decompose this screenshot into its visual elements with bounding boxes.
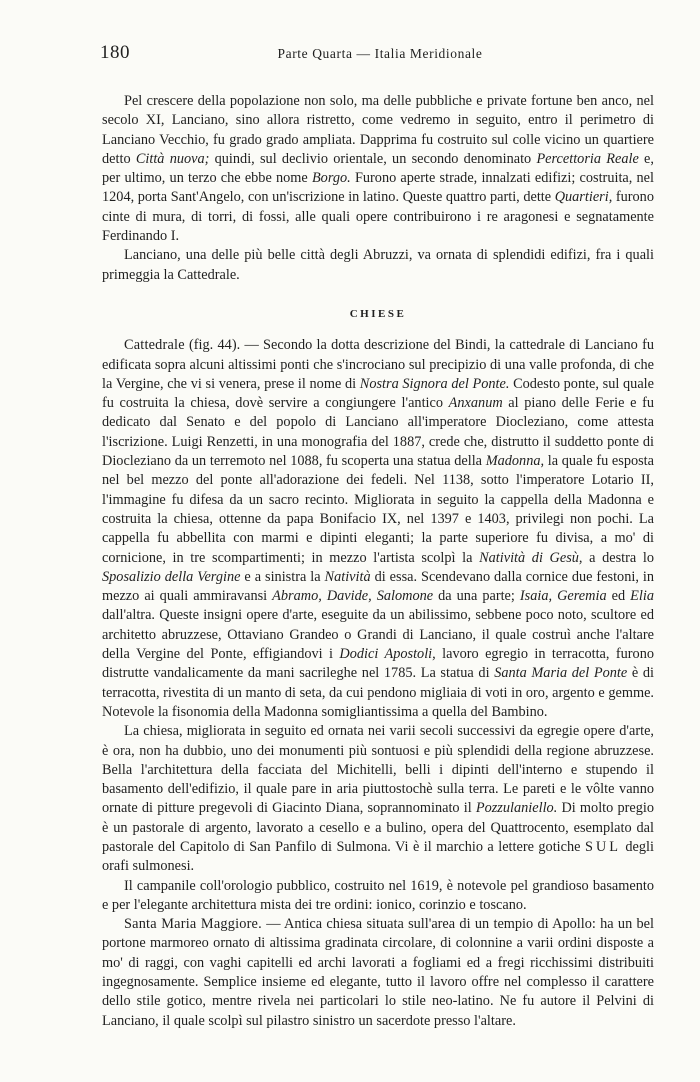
body-text [102, 92, 654, 1031]
running-head: Parte Quarta — Italia Meridionale [277, 46, 483, 61]
intro-paragraph-1: Pel crescere della popolazione non solo, ma delle pubbliche e private fortune ben anco, nel secolo XI, Lanciano, sino allora ristretto, come vedremo in seguito, entro il perimetro di Lanciano Vecchio, fu grado grado ampliata. Dapprima fu costruito sul colle vicino un quartiere detto Città nuova; quindi, sul declivio orientale, un secondo denominato Percettoria Reale e, per ultimo, un terzo che ebbe nome Borgo. Furono aperte strade, innalzati edifizi; costruita, nel 1204, porta Sant'Angelo, con un'iscrizione in latino. Queste quattro parti, dette Quartieri, furono cinte di mura, di torri, di fossi, alle quali opere contribuirono i re aragonesi e segnatamente Ferdinando I. [102, 93, 654, 245]
cattedrale-paragraph-3: Il campanile coll'orologio pubblico, costruito nel 1619, è notevole pel grandioso basamento e per l'elegante architettura mista dei tre ordini: ionico, corinzio e toscano. [102, 877, 654, 913]
entry-title-cattedrale: Cattedrale [124, 337, 185, 354]
italic-term: Percettoria Reale [536, 150, 639, 167]
italic-term: Città nuova; [135, 150, 210, 167]
intro-paragraph-2: Lanciano, una delle più belle città degli Abruzzi, va ornata di splendidi edifizi, fra i quali primeggia la Cattedrale. [102, 247, 654, 283]
entry-title-santa-maria: Santa Maria Maggiore. [124, 916, 262, 933]
italic-term: Quartieri, [554, 189, 613, 206]
section-title-chiese: CHIESE [349, 307, 407, 320]
page-header [100, 42, 660, 64]
cattedrale-paragraph-2: La chiesa, migliorata in seguito ed ornata nei varii secoli successivi da egregie opere d'arte, è ora, non ha dubbio, uno dei monumenti più sontuosi e più splendidi della regione abruzzese. Bella l'architettura della facciata del Michitelli, belli i dipinti dell'interno e stupendo il basamento dell'edifizio, il quale pare in aria piuttostochè sulla terra. Le pareti e le vôlte vanno ornate di pitture pregevoli di Giacinto Diana, soprannominato il Pozzulaniello. Di molto pregio è un pastorale di argento, lavorato a cesello e a bulino, opera del Quattrocento, esemplato dal pastorale del Capitolo di San Panfilo di Sulmona. Vi è il marchio a lettere gotiche SUL degli orafi sulmonesi. [102, 723, 654, 875]
gothic-mark: SUL [584, 838, 621, 855]
italic-term: Borgo. [311, 170, 351, 187]
santa-maria-paragraph: Santa Maria Maggiore. — Antica chiesa situata sull'area di un tempio di Apollo: ha un bel portone marmoreo ornato di altissima gradinata circolare, di colonnine a varii ordini disposte a mo' di raggi, con vaghi capitelli ed archi lavorati a fogliami ed a fregi ricchissimi distribuiti ingegnosamente. Semplice insieme ed elegante, tutto il lavoro offre nel complesso il carattere dello stile gotico, mentre rivela nei particolari lo stile neo-latino. Ne fu autore il Pelvini di Lanciano, il quale scolpì sul pilastro sinistro un sacerdote presso l'altare. [102, 916, 655, 1029]
page-number: 180 [100, 42, 130, 63]
cattedrale-paragraph-1: Cattedrale (fig. 44). — Secondo la dotta descrizione del Bindi, la cattedrale di Lanciano fu edificata sopra alcuni altissimi ponti che s'incrociano sul precipizio di una valle profonda, di che la Vergine, che vi si venera, prese il nome di Nostra Signora del Ponte. Codesto ponte, sul quale fu costruita la chiesa, dovè servire a congiungere l'antico Anxanum al piano delle Ferie e fu dedicato dal Senato e del popolo di Lanciano all'imperatore Diocleziano, come attesta l'iscrizione. Luigi Renzetti, in una monografia del 1887, crede che, distrutto il suddetto ponte di Diocleziano da un terremoto nel 1088, fu scoperta una statua della Madonna, la quale fu esposta nel bel mezzo del ponte all'adorazione dei fedeli. Nel 1138, sotto l'imperatore Lotario II, l'immagine fu difesa da un sacro recinto. Migliorata in seguito la cappella della Madonna e costruita la chiesa, ottenne da papa Bonifacio IX, nel 1397 e 1403, privilegi non pochi. La cappella fu abbellita con marmi e dipinti eleganti; la parte superiore fu divisa, a mo' di cornicione, in tre scompartimenti; in mezzo l'artista scolpì la Natività di Gesù, a destra lo Sposalizio della Vergine e a sinistra la Natività di essa. Scendevano dalla cornice due festoni, in mezzo ai quali ammiravansi Abramo, Davide, Salomone da una parte; Isaia, Geremia ed Elia dall'altra. Queste insigni opere d'arte, eseguite da un abilissimo, sebbene poco noto, scultore ed architetto abruzzese, Ottaviano Grandeo o Grandi di Lanciano, il quale costruì anche l'altare della Vergine del Ponte, effigiandovi i Dodici Apostoli, lavoro egregio in terracotta, furono distrutte vandalicamente da mani sacrileghe nel 1785. La statua di Santa Maria del Ponte è di terracotta, rivestita di un manto di seta, da cui pendono migliaia di voti in oro, argento e gemme. Notevole la fisonomia della Madonna somigliantissima a quella del Bambino. [102, 337, 655, 720]
